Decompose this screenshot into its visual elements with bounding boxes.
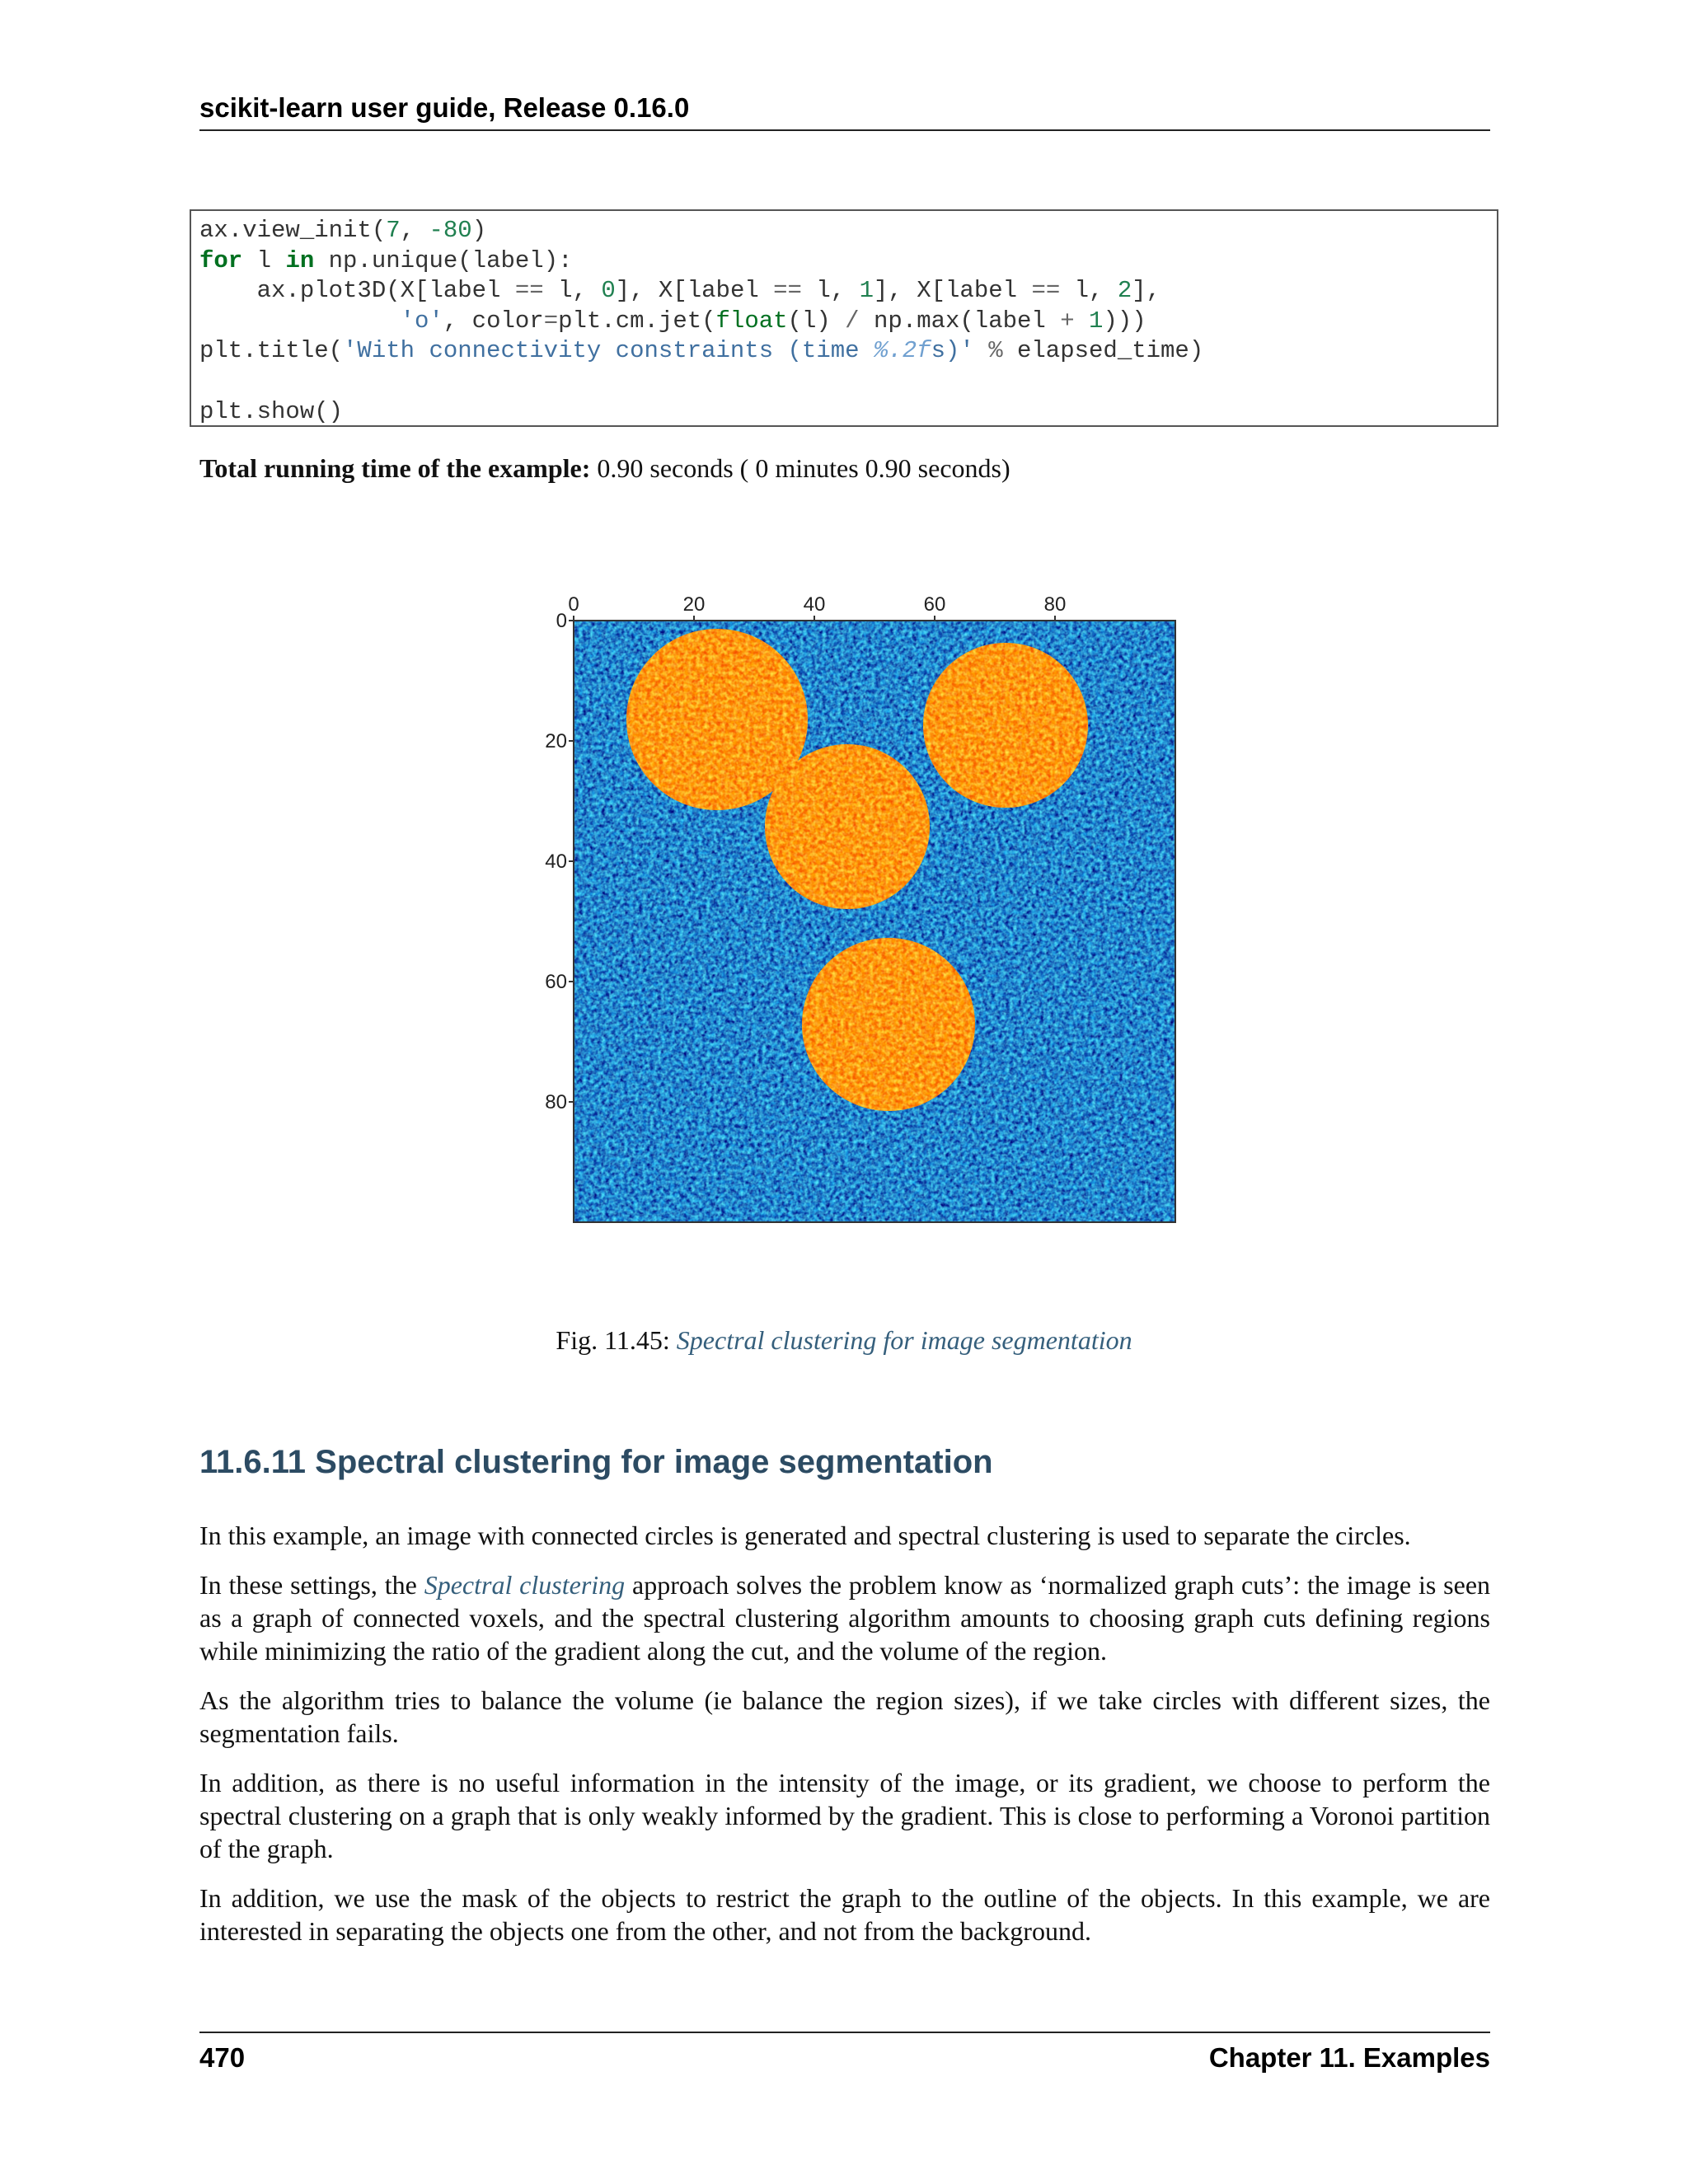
running-time-value: 0.90 seconds ( 0 minutes 0.90 seconds) <box>590 453 1010 483</box>
caption-link[interactable]: Spectral clustering for image segmentation <box>676 1325 1132 1355</box>
running-header: scikit-learn user guide, Release 0.16.0 <box>199 92 690 123</box>
x-tick-label: 80 <box>1043 593 1067 616</box>
x-tick-label: 0 <box>568 593 579 616</box>
y-tick-label: 20 <box>545 730 567 752</box>
paragraph-5: In addition, we use the mask of the objects to restrict the graph to the outline of the objects. In this example, we are interested in separating the objects one from the other, and not from the background. <box>199 1883 1490 1946</box>
y-axis-ticks <box>545 610 574 1113</box>
spectral-clustering-link[interactable]: Spectral clustering <box>424 1570 626 1600</box>
segmentation-figure <box>519 585 1195 1228</box>
running-time <box>199 453 1010 484</box>
figure-caption <box>0 1325 1688 1356</box>
code-block <box>190 209 1498 427</box>
y-tick-label: 80 <box>545 1091 567 1113</box>
paragraph-4: In addition, as there is no useful information in the intensity of the image, or its gradient, we choose to perform the spectral clustering on a graph that is only weakly informed by the gradient. This is close to performing a Voronoi partition of the graph. <box>199 1768 1490 1863</box>
code-text: ax.view_init(7, -80) for l in np.unique(label): ax.plot3D(X[label == l, 0], X[label == l, 1], X[label == l, 2], 'o', color=plt.cm.jet(float(l) / np.max(label + 1))) plt.title('With connectivity constraints (time %.2fs)' % elapsed_time) plt.show() <box>199 217 1204 425</box>
x-axis-ticks <box>568 593 1066 621</box>
x-tick-label: 20 <box>682 593 706 616</box>
x-tick-label: 60 <box>923 593 946 616</box>
caption-prefix: Fig. 11.45: <box>556 1325 677 1355</box>
y-tick-label: 60 <box>545 971 567 993</box>
paragraph-2: In these settings, the Spectral clustering approach solves the problem know as ‘normalized graph cuts’: the image is seen as a graph of connected voxels, and the spectral clustering algorithm amounts to choosing graph cuts defining regions while minimizing the ratio of the gradient along the cut, and the volume of the region. <box>199 1570 1491 1666</box>
paragraph-1: In this example, an image with connected circles is generated and spectral clustering is used to separate the circles. <box>199 1521 1411 1550</box>
segmentation-image <box>519 585 1195 1228</box>
page-number: 470 <box>199 2042 246 2073</box>
paragraph-3: As the algorithm tries to balance the volume (ie balance the region sizes), if we take circles with different sizes, the segmentation fails. <box>199 1685 1490 1748</box>
section-heading: 11.6.11 Spectral clustering for image segmentation <box>199 1444 993 1480</box>
y-tick-label: 0 <box>556 610 567 632</box>
header-rule <box>199 129 1490 131</box>
y-tick-label: 40 <box>545 851 567 873</box>
chapter-label: Chapter 11. Examples <box>1208 2042 1490 2073</box>
x-tick-label: 40 <box>803 593 826 616</box>
running-time-label: Total running time of the example: <box>199 453 591 483</box>
footer-rule <box>199 2032 1490 2033</box>
